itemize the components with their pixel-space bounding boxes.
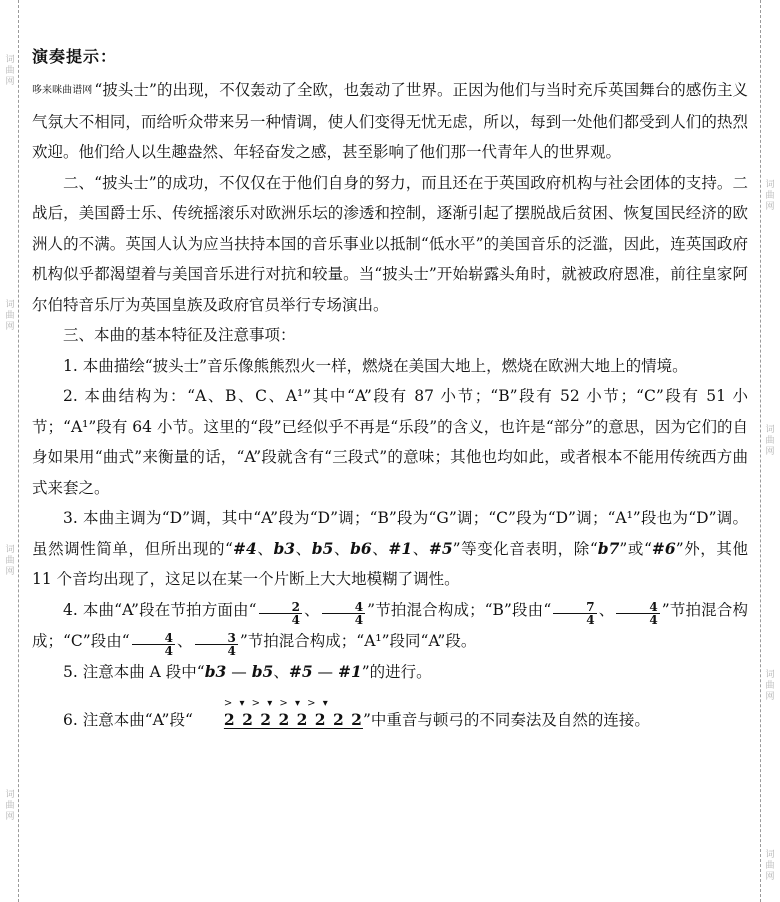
watermark-left-2: 词 曲 网 [5, 300, 15, 332]
accidental-note: #1 [337, 661, 362, 681]
paragraph-4: 1. 本曲描绘“披头士”音乐像熊熊烈火一样，燃烧在美国大地上，燃烧在欧洲大地上的情境。 [63, 356, 688, 375]
document-body [32, 44, 748, 736]
paragraph-3: 三、本曲的基本特征及注意事项： [63, 326, 296, 344]
accidental-note: #5 [428, 538, 453, 558]
accidental-note: #1 [388, 538, 413, 558]
paragraph-5: 2. 本曲结构为：“A、B、C、A¹”其中“A”段有 87 小节；“B”段有 52 小节；“C”段有 51 小节；“A¹”段有 64 小节。这里的“段”已经似乎不再是“乐段”的含义，也许是“部分”的意思，因为它们的自身如果用“曲式”来衡量的话，“A”段就含有“三段式”的意味；其他也均如此，或者根本不能用传统西方曲式来套之。 [32, 387, 748, 497]
left-dashed-border [18, 0, 19, 902]
accidental-note: b3 [273, 538, 296, 558]
accidental-note: #4 [232, 538, 257, 558]
time-signature: $\frac{2}{4}$ [259, 601, 302, 626]
time-signature: $\frac{3}{4}$ [195, 632, 238, 657]
watermark-right-4: 词 曲 网 [765, 850, 775, 882]
paragraph-8: 5. 注意本曲 A 段中“b3 — b5、#5 — #1”的进行。 [63, 661, 432, 681]
accidental-note: #5 [288, 661, 313, 681]
watermark-left-3: 词 曲 网 [5, 545, 15, 577]
logo-text: 哆来咪曲谱网 [32, 85, 93, 96]
paragraph-1: 哆来咪曲谱网 “披头士”的出现，不仅轰动了全欧，也轰动了世界。正因为他们与当时充斥英国舞台的感伤主义气氛大不相同，而给听众带来另一种情调，使人们变得无忧无虑，所以，每到一处他们都受到人们的热烈欢迎。他们给人以生趣盎然、年轻奋发之感，甚至影响了他们那一代青年人的世界观。 [32, 81, 749, 161]
paragraph-6: 3. 本曲主调为“D”调，其中“A”段为“D”调；“B”段为“G”调；“C”段为“D”调；“A¹”段也为“D”调。虽然调性简单，但所出现的“#4、b3、b5、b6、#1、#5”等变化音表明，除“b7”或“#6”外，其他 11 个音均出现了，这足以在某一个片断上大大地模糊了调性。 [32, 509, 748, 588]
paragraph-2: 二、“披头士”的成功，不仅仅在于他们自身的努力，而且还在于英国政府机构与社会团体的支持。二战后，美国爵士乐、传统摇滚乐对欧洲乐坛的渗透和控制，逐渐引起了摆脱战后贫困、恢复国民经济的欧洲人的不满。英国人认为应当扶持本国的音乐事业以抵制“低水平”的美国音乐的泛滥，因此，连英国政府机构似乎都渴望着与美国音乐进行对抗和较量。当“披头士”开始崭露头角时，就被政府恩准，前往皇家阿尔伯特音乐厅为英国皇族及政府官员举行专场演出。 [32, 173, 748, 314]
watermark-right-2: 词 曲 网 [765, 425, 775, 457]
watermark-left-1: 词 曲 网 [5, 55, 15, 87]
paragraph-9: 6. 注意本曲“A”段“ > ▾ > ▾ > ▾ > ▾ 2 2 2 2 2 2 2 2”中重音与顿弓的不同奏法及自然的连接。 [32, 699, 748, 736]
rhythm-notation [193, 699, 363, 736]
time-signature: $\frac{4}{4}$ [616, 601, 659, 626]
excluded-note: #6 [651, 538, 676, 558]
accent-marks: > ▾ > ▾ > ▾ > ▾ [223, 698, 330, 709]
time-signature: $\frac{7}{4}$ [553, 601, 596, 626]
excluded-note: b7 [597, 538, 620, 558]
time-signature: $\frac{4}{4}$ [322, 601, 365, 626]
right-dashed-border [760, 0, 761, 902]
paragraph-7: 4. 本曲“A”段在节拍方面由“ $\frac{2}{4}$ 、 $\frac{4}{4}$ ”节拍混合构成；“B”段由“ $\frac{7}{4}$ 、 $\frac{4}{4}$ ”节拍混合构成；“C”段由“ $\frac{4}{4}$ 、 $\frac{3}{4}$ ”节拍混合构成；“A¹”段同“A”段。 [32, 599, 748, 658]
watermark-right-1: 词 曲 网 [765, 180, 775, 212]
rhythm-notes: 2 2 2 2 2 2 2 2 [223, 710, 363, 729]
section-title: 演奏提示： [32, 47, 118, 66]
accidental-note: b5 [251, 661, 274, 681]
accidental-note: b3 [204, 661, 227, 681]
accidental-note: b5 [311, 538, 334, 558]
accidental-note: b6 [350, 538, 372, 558]
time-signature: $\frac{4}{4}$ [132, 632, 175, 657]
watermark-right-3: 词 曲 网 [765, 670, 775, 702]
watermark-left-4: 词 曲 网 [5, 790, 15, 822]
